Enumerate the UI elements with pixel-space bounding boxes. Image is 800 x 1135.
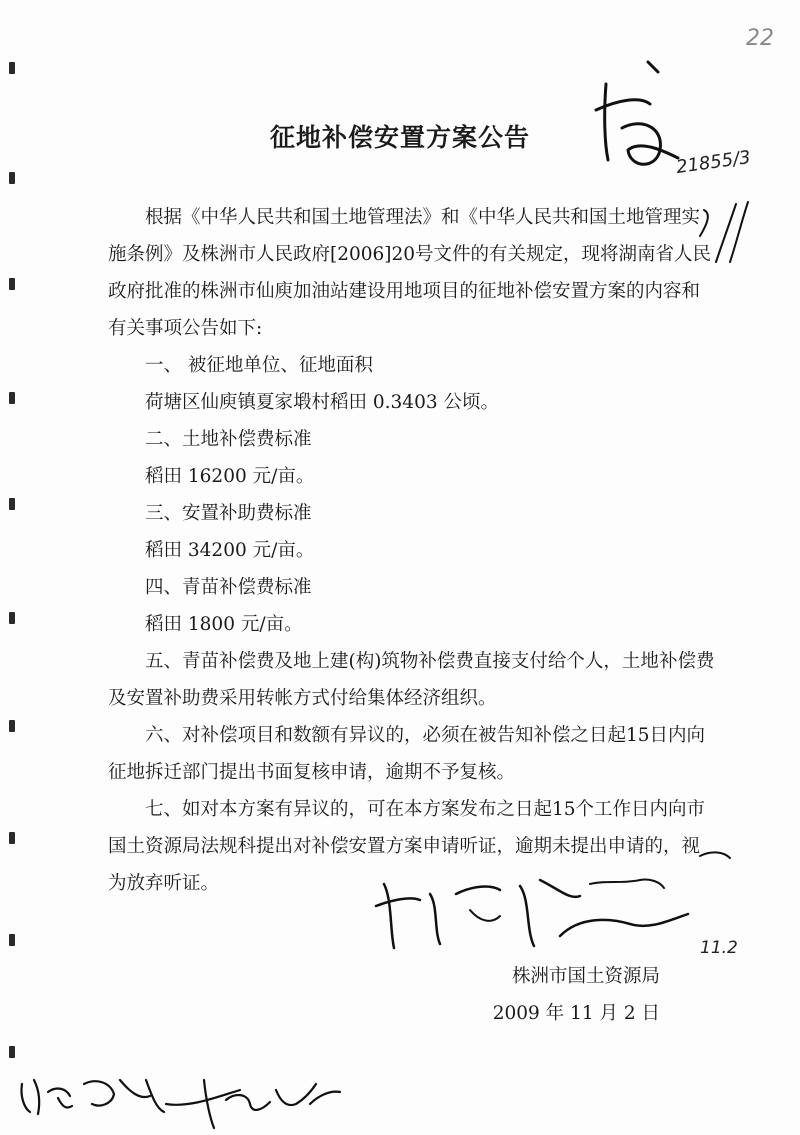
issuer-name: 株洲市国土资源局: [511, 966, 660, 987]
section-heading: 一、 被征地单位、征地面积: [145, 355, 373, 376]
document-title: 征地补偿安置方案公告: [269, 123, 530, 152]
section-content: 稻田 34200 元/亩。: [145, 540, 315, 561]
section-six: 六、对补偿项目和数额有异议的，必须在被告知补偿之日起15日内向征地拆迁部门提出书面复核申请，逾期不予复核。: [108, 725, 706, 783]
issue-date: 2009 年 11 月 2 日: [492, 1003, 660, 1024]
section-five: 五、青苗补偿费及地上建(构)筑物补偿费直接支付给个人，土地补偿费及安置补助费采用转帐方式付给集体经济组织。: [108, 651, 715, 709]
handwritten-date-note: 11.2: [700, 938, 738, 958]
page-number: 22: [746, 26, 774, 51]
section-content: 稻田 1800 元/亩。: [145, 614, 303, 635]
paragraph-intro: 根据《中华人民共和国土地管理法》和《中华人民共和国土地管理实施条例》及株洲市人民政府[2006]20号文件的有关规定，现将湖南省人民政府批准的株洲市仙庾加油站建设用地项目的征地补偿安置方案的内容和有关事项公告如下:: [108, 207, 712, 339]
section-content: 荷塘区仙庾镇夏家塅村稻田 0.3403 公顷。: [145, 392, 499, 413]
section-content: 稻田 16200 元/亩。: [145, 466, 315, 487]
section-seven: 七、如对本方案有异议的，可在本方案发布之日起15个工作日内向市国土资源局法规科提出对补偿安置方案申请听证，逾期未提出申请的，视为放弃听证。: [108, 799, 706, 894]
section-heading: 二、土地补偿费标准: [145, 429, 312, 450]
section-heading: 四、青苗补偿费标准: [145, 577, 312, 598]
section-heading: 三、安置补助费标准: [145, 503, 312, 524]
handwritten-reference: 21855/3: [674, 146, 752, 179]
